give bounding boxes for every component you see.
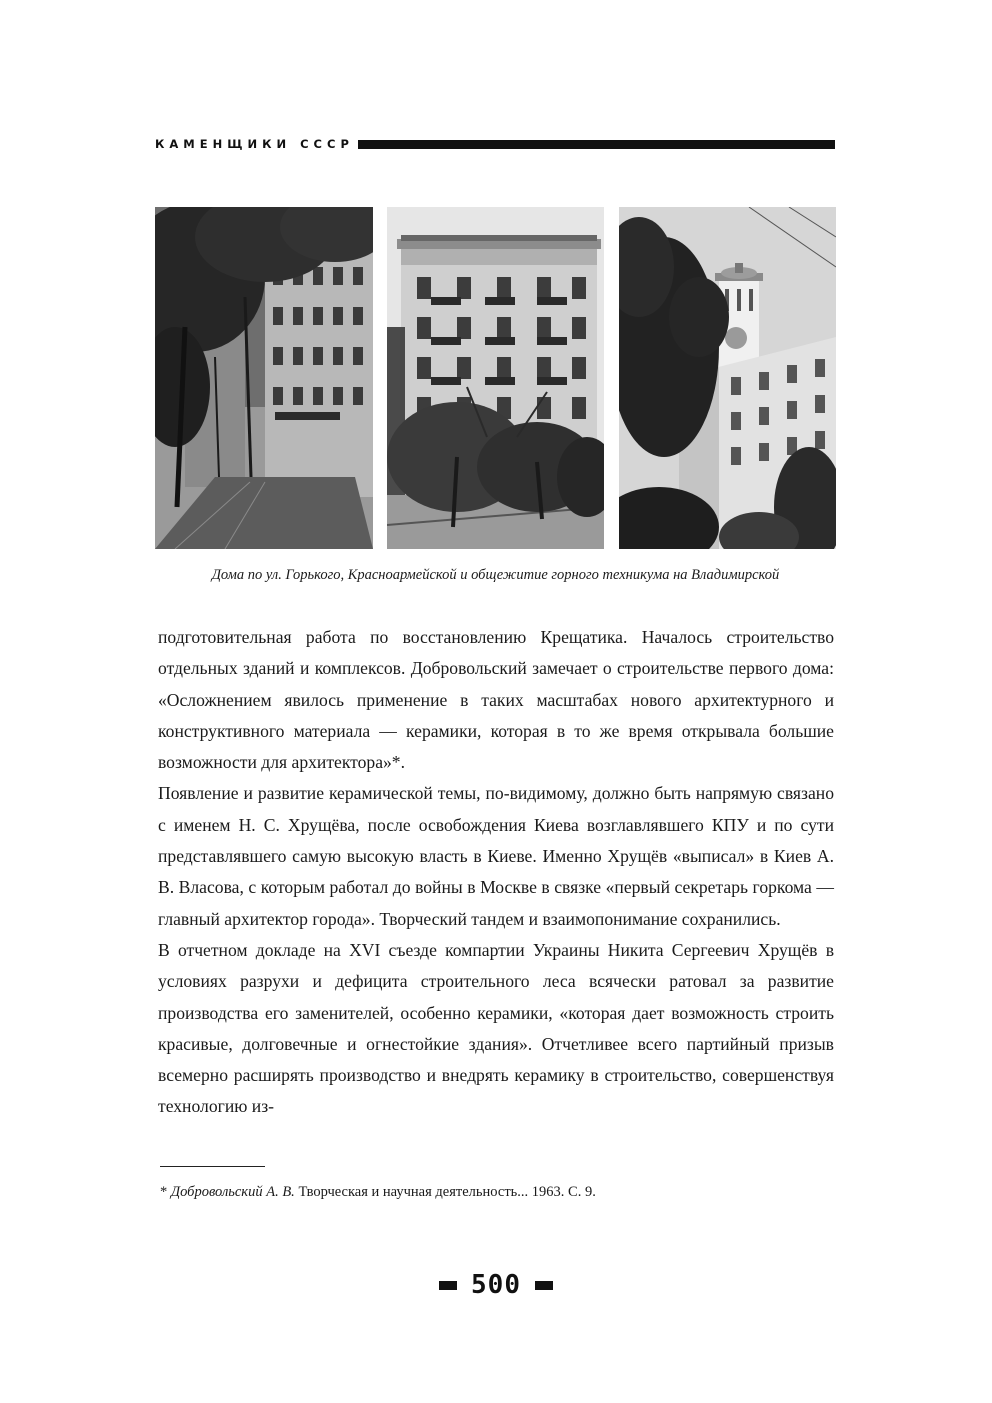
photo-caption: Дома по ул. Горького, Красноармейской и общежитие горного техникума на Владимирской bbox=[211, 567, 780, 583]
footnote-marker: * bbox=[160, 1184, 171, 1200]
running-header bbox=[155, 135, 835, 153]
paragraph: В отчетном докладе на XVI съезде компартии Украины Никита Сергеевич Хрущёв в условиях разрухи и дефицита строительного леса всячески ратовал за развитие производства его заменителей, особенно керамики, «которая дает возможность строить красивые, долговечные и огнестойкие здания». Отчетливее всего партийный призыв всемерно расширять производство и внедрять керамику в строительство, совершенствуя технологию из- bbox=[158, 939, 834, 1117]
photo-krasnoarmeyskaya bbox=[387, 207, 604, 549]
header-rule-bar bbox=[358, 140, 835, 149]
footnote-text: Творческая и научная деятельность... 1963. С. 9. bbox=[298, 1184, 596, 1200]
page-number-left-bar bbox=[439, 1281, 457, 1290]
footnote bbox=[160, 1184, 836, 1201]
page-number: 500 bbox=[471, 1270, 521, 1300]
footnote-rule bbox=[160, 1166, 265, 1167]
photo-mining-college-dorm bbox=[619, 207, 836, 549]
paragraph: подготовительная работа по восстановлению Крещатика. Началось строительство отдельных зданий и комплексов. Добровольский замечает о строительстве первого дома: «Осложнением явилось применение в таких масштабах нового архитектурного и конструктивного материала — керамики, которая в то же время открывала большие возможности для архитектора»*. bbox=[158, 627, 834, 773]
page-number-block bbox=[0, 1270, 992, 1300]
footnote-author: Добровольский А. В. bbox=[170, 1184, 299, 1200]
photo-strip bbox=[155, 207, 836, 549]
paragraph: Появление и развитие керамической темы, по-видимому, должно быть напрямую связано с именем Н. С. Хрущёва, после освобождения Киева возглавлявшего КПУ и по сути представлявшего самую высокую власть в Киеве. Именно Хрущёв «выписал» в Киев А. В. Власова, с которым работал до войны в Москве в связке «первый секретарь горкома — главный архитектор города». Творческий тандем и взаимопонимание сохранились. bbox=[158, 783, 834, 929]
body-text bbox=[158, 622, 834, 1123]
photo-gorky-street bbox=[155, 207, 373, 549]
running-header-title: КАМЕНЩИКИ СССР bbox=[155, 137, 354, 151]
page-number-right-bar bbox=[535, 1281, 553, 1290]
